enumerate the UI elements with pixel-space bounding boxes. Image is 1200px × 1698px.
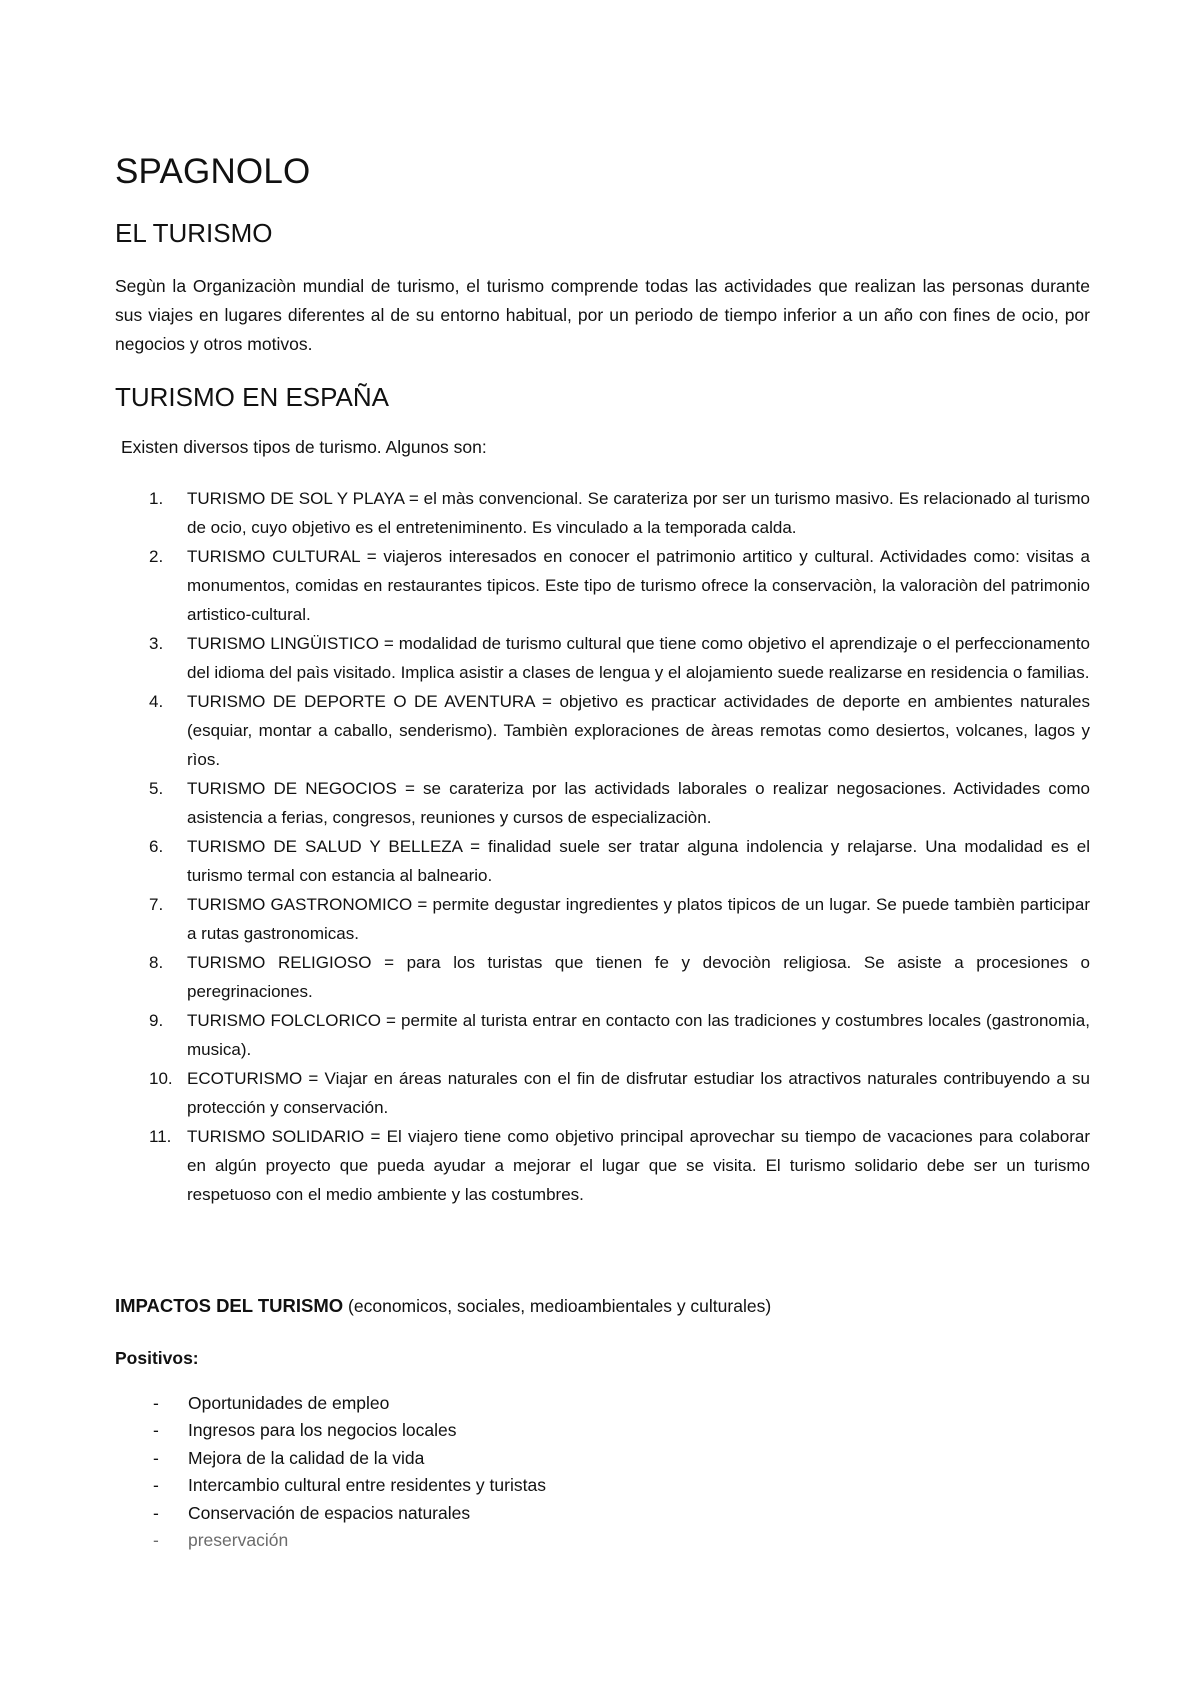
list-number: 4. [149,692,164,711]
impacts-heading [115,1295,771,1317]
impacts-heading-note: (economicos, sociales, medioambientales y culturales) [343,1296,772,1316]
list-item [115,1064,1090,1122]
positives-list [115,1390,546,1554]
list-number: 8. [149,953,164,972]
list-item [115,1417,546,1444]
types-lead-text: Existen diversos tipos de turismo. Algunos son: [121,437,487,457]
list-item-text: TURISMO DE NEGOCIOS = se carateriza por las actividads laborales o realizar negosaciones. Actividades como asistencia a ferias, congresos, reuniones y cursos de especializaciòn. [187,779,1090,827]
list-item-text: ECOTURISMO = Viajar en áreas naturales con el fin de disfrutar estudiar los atractivos naturales contribuyendo a su protección y conservación. [187,1069,1090,1117]
list-item-text: TURISMO DE SOL Y PLAYA = el màs convencional. Se carateriza por ser un turismo masivo. Es relacionado al turismo de ocio, cuyo objetivo es el entreteniminento. Es vinculado a la temporada calda. [187,489,1090,537]
list-item [115,1390,546,1417]
section-heading-turismo-espana: TURISMO EN ESPAÑA [115,382,390,412]
list-item-text: TURISMO DE DEPORTE O DE AVENTURA = objetivo es practicar actividades de deporte en ambientes naturales (esquiar, montar a caballo, senderismo). Tambièn exploraciones de àreas remotas como desiertos, volcanes, lagos y rìos. [187,692,1090,769]
document-title: SPAGNOLO [115,152,311,191]
document-page [115,0,1090,1698]
list-number: 3. [149,634,164,653]
list-number: 10. [149,1069,173,1088]
list-item [115,484,1090,542]
list-item-text: TURISMO CULTURAL = viajeros interesados en conocer el patrimonio artitico y cultural. Actividades como: visitas a monumentos, comidas en restaurantes tipicos. Este tipo de turismo ofrece la conservaciòn, la valoraciòn del patrimonio artistico-cultural. [187,547,1090,624]
list-item [115,832,1090,890]
list-item [115,1122,1090,1209]
list-number: 7. [149,895,164,914]
impacts-heading-title: IMPACTOS DEL TURISMO [115,1295,344,1316]
list-item [115,1445,546,1472]
list-item [115,1006,1090,1064]
list-item [115,890,1090,948]
list-dash: - [153,1530,159,1551]
list-dash: - [153,1420,159,1441]
positives-label: Positivos: [115,1348,199,1368]
list-item-text: Mejora de la calidad de la vida [188,1447,425,1468]
list-item-text: Oportunidades de empleo [188,1393,390,1413]
list-number: 11. [149,1127,172,1146]
section-heading-el-turismo: EL TURISMO [115,218,273,248]
list-item [115,774,1090,832]
list-item [115,1472,546,1499]
list-item-text: Ingresos para los negocios locales [188,1420,457,1441]
list-item-text: TURISMO LINGÜISTICO = modalidad de turismo cultural que tiene como objetivo el aprendizaje o el perfeccionamento del idioma del paìs visitado. Implica asistir a clases de lengua y el alojamiento suede realizarse en residencia o familias. [187,634,1090,682]
list-dash: - [153,1502,159,1523]
list-item [115,629,1090,687]
list-item-text: TURISMO FOLCLORICO = permite al turista entrar en contacto con las tradiciones y costumbres locales (gastronomia, musica). [187,1011,1090,1059]
list-number: 5. [149,779,164,798]
list-item-text: TURISMO DE SALUD Y BELLEZA = finalidad suele ser tratar alguna indolencia y relajarse. Una modalidad es el turismo termal con estancia al balneario. [187,837,1090,885]
list-item [115,542,1090,629]
list-item-text: Intercambio cultural entre residentes y turistas [188,1475,546,1496]
list-item [115,948,1090,1006]
tourism-types-list [115,484,1090,1209]
list-item-text: Conservación de espacios naturales [188,1502,471,1523]
intro-paragraph: Segùn la Organizaciòn mundial de turismo, el turismo comprende todas las actividades que realizan las personas durante sus viajes en lugares diferentes al de su entorno habitual, por un periodo de tiempo inferior a un año con fines de ocio, por negocios y otros motivos. [115,276,1090,354]
list-item [115,687,1090,774]
list-item-text: TURISMO RELIGIOSO = para los turistas que tienen fe y devociòn religiosa. Se asiste a procesiones o peregrinaciones. [187,953,1090,1001]
list-dash: - [153,1475,159,1496]
list-item [115,1527,546,1554]
list-number: 2. [149,547,164,566]
list-item-text: preservación [188,1530,289,1551]
list-number: 1. [149,489,164,508]
list-number: 9. [149,1011,164,1030]
list-item [115,1500,546,1527]
list-dash: - [153,1393,159,1413]
list-dash: - [153,1447,159,1468]
list-item-text: TURISMO GASTRONOMICO = permite degustar ingredientes y platos tipicos de un lugar. Se puede tambièn participar a rutas gastronomicas. [187,895,1090,943]
list-number: 6. [149,837,164,856]
list-item-text: TURISMO SOLIDARIO = El viajero tiene como objetivo principal aprovechar su tiempo de vacaciones para colaborar en algún proyecto que pueda ayudar a mejorar el lugar que se visita. El turismo solidario debe ser un turismo respetuoso con el medio ambiente y las costumbres. [187,1127,1090,1204]
